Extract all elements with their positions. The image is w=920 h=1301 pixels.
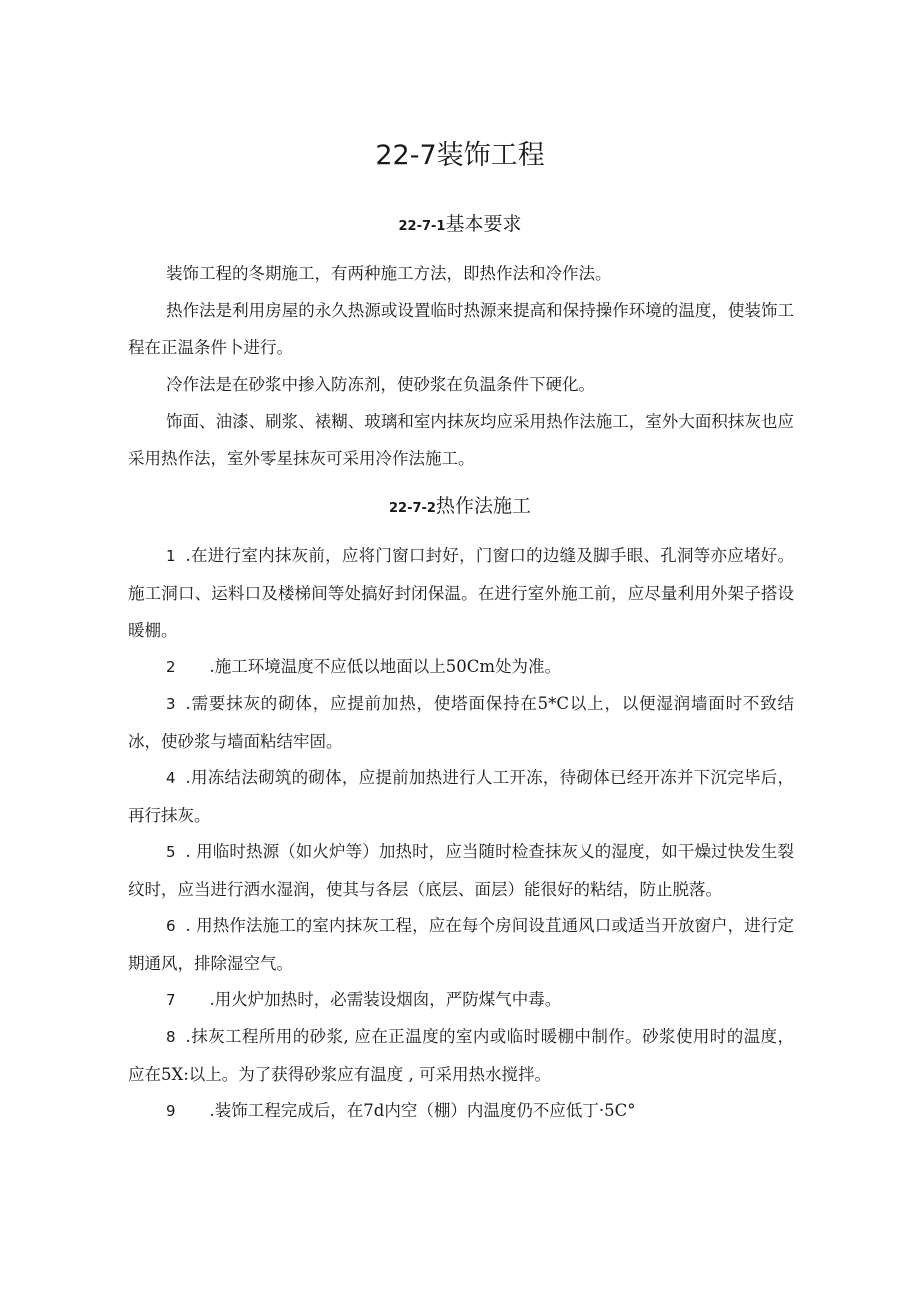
section-heading-basic-requirements: [0, 210, 920, 241]
paragraph: 装饰工程的冬期施工，有两种施工方法，即热作法和冷作法。: [166, 264, 612, 283]
list-item: [128, 907, 794, 982]
item-text: .装饰工程完成后，在7d内空（棚）内温度仍不应低丁·5C°: [209, 1101, 636, 1120]
item-number: 3: [166, 695, 176, 713]
paragraph: 饰面、油漆、刷浆、裱糊、玻璃和室内抹灰均应采用热作法施工，室外大面积抹灰也应采用热作法，室外零星抹灰可采用冷作法施工。: [128, 412, 794, 468]
item-number: 6: [166, 917, 176, 935]
list-item: [128, 981, 794, 1019]
item-number: 8: [166, 1028, 176, 1046]
section-number: 22-7-2: [389, 501, 436, 516]
item-text: .施工环境温度不应低以地面以上50Cm处为准。: [209, 657, 562, 676]
item-text: .用冻结法砌筑的砌体，应提前加热进行人工开冻，待砌体已经开冻并下沉完毕后，再行抹灰。: [128, 768, 794, 825]
item-number: 1: [166, 547, 176, 565]
list-item: [128, 1092, 794, 1130]
list-item: [128, 537, 794, 649]
item-text: .在进行室内抹灰前，应将门窗口封好，门窗口的边缝及脚手眼、孔洞等亦应堵好。施工洞口、运料口及楼梯间等处搞好封闭保温。在进行室外施工前，应尽量利用外架子搭设暖棚。: [128, 546, 794, 640]
list-item: [128, 833, 794, 908]
item-number: 2: [166, 658, 176, 676]
paragraph: 热作法是利用房屋的永久热源或设置临时热源来提高和保持操作环境的温度，使装饰工程在正温条件卜进行。: [128, 301, 794, 357]
item-number: 5: [166, 843, 176, 861]
section-heading-hot-method: [0, 492, 920, 523]
item-text: .需要抹灰的砌体，应提前加热，使塔面保持在5*C以上，以便湿润墙面时不致结冰，使砂浆与墙面粘结牢固。: [128, 694, 794, 751]
section-title: 基本要求: [445, 213, 522, 235]
list-item: [128, 1018, 794, 1093]
section-title: 热作法施工: [435, 495, 531, 517]
item-text: . 用临时热源（如火炉等）加热时，应当随时检查抹灰乂的湿度，如干燥过快发生裂纹时，应当进行洒水湿润，使其与各层（底层、面层）能很好的粘结，防止脱落。: [128, 842, 794, 899]
section-number: 22-7-1: [398, 219, 446, 234]
item-number: 7: [166, 991, 176, 1009]
item-text: .用火炉加热时，必需装设烟囱，严防煤气中毒。: [209, 990, 562, 1009]
item-number: 4: [166, 769, 176, 787]
paragraph: 冷作法是在砂浆中掺入防冻剂，使砂浆在负温条件下硬化。: [166, 375, 595, 394]
item-text: .抹灰工程所用的砂浆, 应在正温度的室内或临时暖棚中制作。砂浆使用时的温度，应在5X:以上。为了获得砂浆应有温度 , 可采用热水搅拌。: [128, 1027, 794, 1084]
list-item: [128, 648, 794, 686]
list-item: [128, 759, 794, 834]
item-text: . 用热作法施工的室内抹灰工程，应在每个房间设苴通风口或适当开放窗户，进行定期通风，排除湿空气。: [128, 916, 794, 973]
page-title: 22-7装饰工程: [375, 140, 545, 171]
list-item: [128, 685, 794, 760]
item-number: 9: [166, 1102, 176, 1120]
